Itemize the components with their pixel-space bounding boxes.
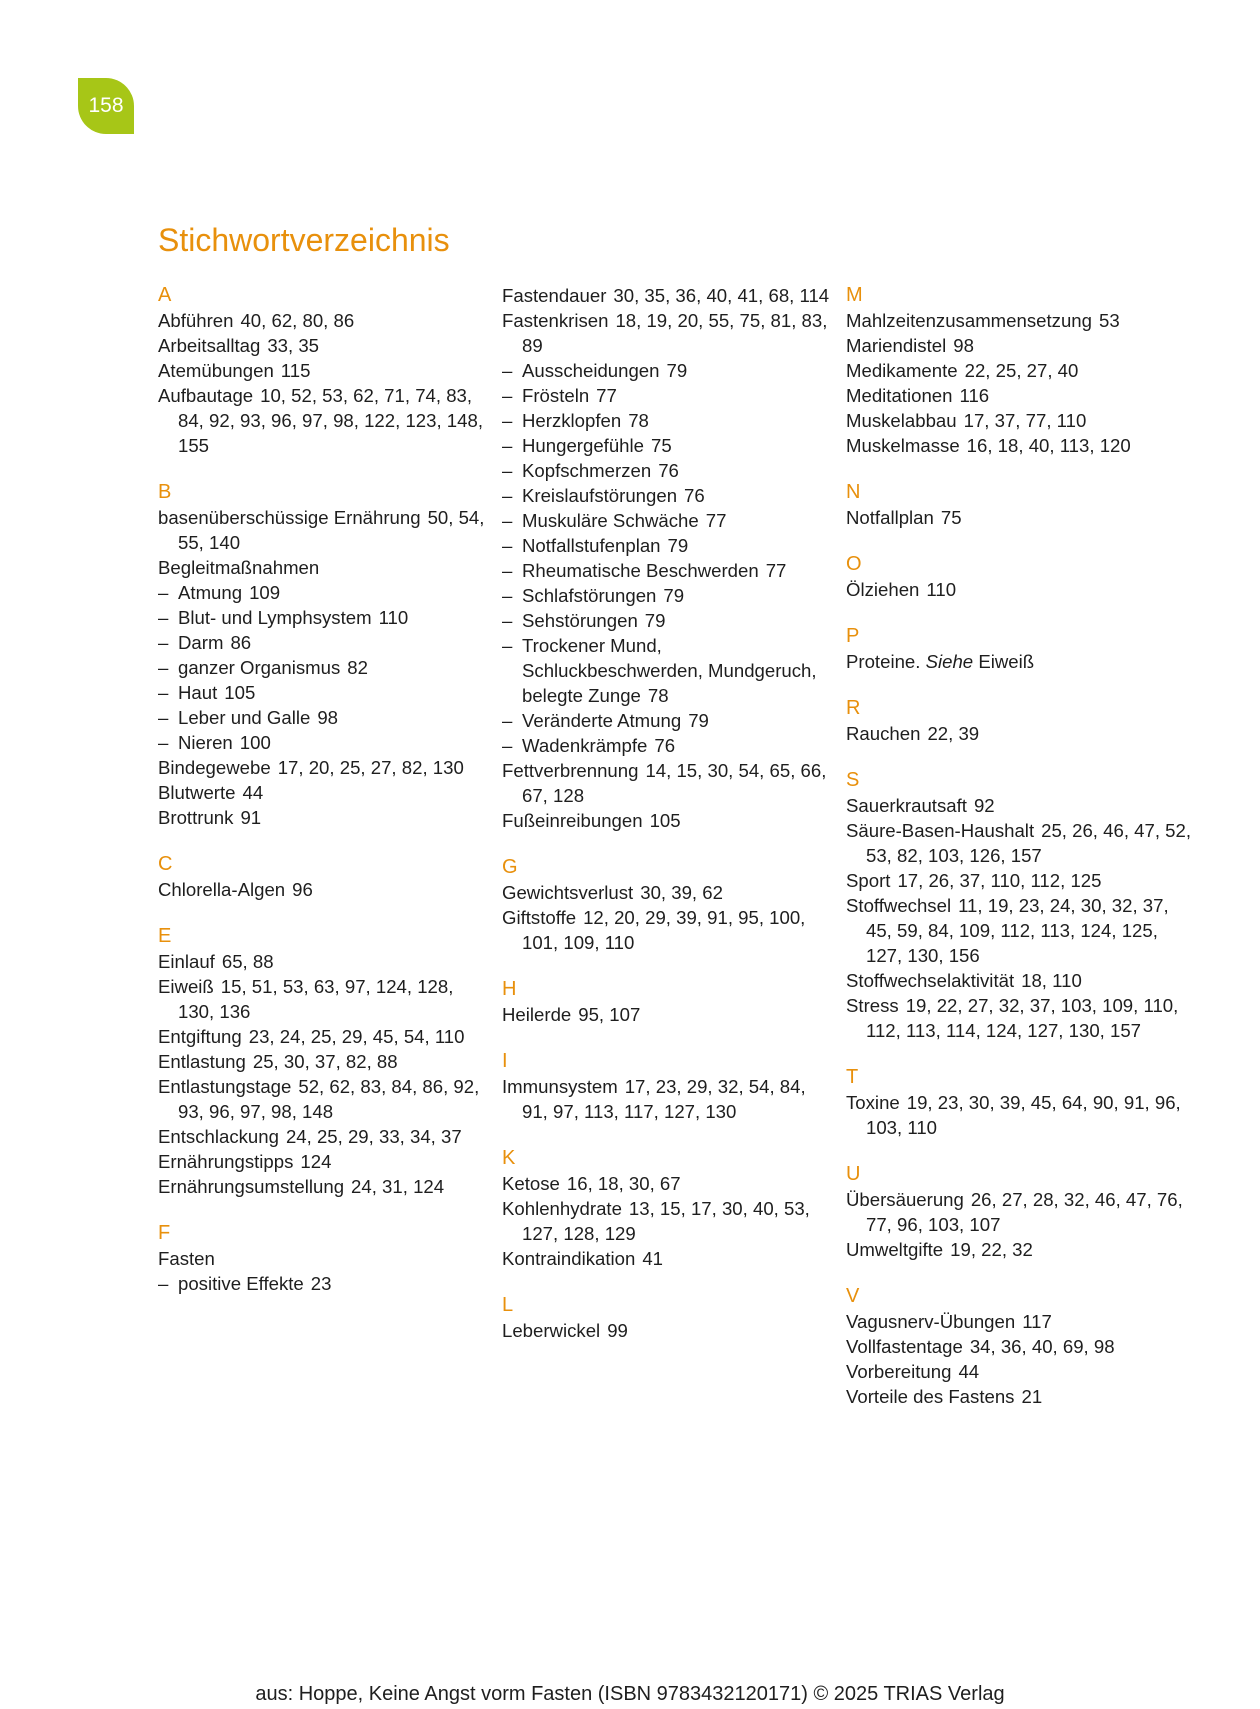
index-term: Fastenkrisen: [502, 310, 609, 331]
index-page-numbers: 23: [310, 1273, 332, 1294]
index-subentry: [502, 433, 832, 458]
index-page-numbers: 17, 26, 37, 110, 112, 125: [897, 870, 1102, 891]
index-subentry: [502, 533, 832, 558]
index-entry: [846, 993, 1196, 1043]
index-term: Begleitmaßnahmen: [158, 557, 320, 578]
index-term: Schlafstörungen: [522, 585, 657, 606]
index-entry: [158, 358, 488, 383]
index-page-numbers: 77: [765, 560, 787, 581]
subentry-dash: –: [502, 510, 513, 531]
index-entry: [158, 333, 488, 358]
index-page-numbers: 115: [280, 360, 311, 381]
index-letter-heading: E: [158, 925, 172, 947]
index-term: Kontraindikation: [502, 1248, 636, 1269]
index-term: Abführen: [158, 310, 234, 331]
index-subentry: [158, 630, 488, 655]
index-page-numbers: 110: [926, 579, 957, 600]
index-letter-heading: V: [846, 1285, 860, 1307]
index-entry: [846, 1187, 1196, 1237]
index-term: Eiweiß: [158, 976, 214, 997]
index-page-numbers: 91: [240, 807, 262, 828]
index-page-numbers: 18, 110: [1021, 970, 1082, 991]
index-subentry: [502, 483, 832, 508]
index-group: [846, 283, 1196, 458]
index-term: Atemübungen: [158, 360, 274, 381]
index-term: Atmung: [178, 582, 243, 603]
index-letter-heading: T: [846, 1066, 859, 1088]
index-term: Blutwerte: [158, 782, 236, 803]
index-term: Fußeinreibungen: [502, 810, 643, 831]
index-subentry: [158, 705, 488, 730]
index-term: Einlauf: [158, 951, 215, 972]
index-term: Rauchen: [846, 723, 921, 744]
index-group: [502, 1146, 832, 1271]
index-letter-heading: P: [846, 625, 860, 647]
index-term: Muskelmasse: [846, 435, 960, 456]
index-entry: [502, 283, 832, 308]
index-entry: [846, 433, 1196, 458]
index-entry: [502, 905, 832, 955]
index-page-numbers: 109: [249, 582, 281, 603]
index-page-numbers: 98: [317, 707, 339, 728]
index-term: Wadenkrämpfe: [522, 735, 648, 756]
index-group: [846, 1284, 1196, 1409]
index-page-numbers: 82: [347, 657, 368, 678]
index-subentry: [502, 708, 832, 733]
subentry-dash: –: [502, 610, 513, 631]
index-term: Notfallplan: [846, 507, 934, 528]
subentry-dash: –: [158, 607, 169, 628]
index-page-numbers: 19, 23, 30, 39, 45, 64, 90, 91, 96, 103, 110: [866, 1092, 1181, 1138]
index-page-numbers: 75: [940, 507, 962, 528]
index-letter-heading: U: [846, 1163, 861, 1185]
index-term: Vorteile des Fastens: [846, 1386, 1015, 1407]
subentry-dash: –: [502, 435, 513, 456]
index-page-numbers: 26, 27, 28, 32, 46, 47, 76, 77, 96, 103, 107: [866, 1189, 1183, 1235]
index-entry: [502, 1002, 832, 1027]
index-page-numbers: 76: [684, 485, 705, 506]
index-term: Meditationen: [846, 385, 953, 406]
index-term: Leber und Galle: [178, 707, 311, 728]
index-entry: [158, 949, 488, 974]
index-letter-heading: F: [158, 1222, 171, 1244]
index-page-numbers: 15, 51, 53, 63, 97, 124, 128, 130, 136: [178, 976, 454, 1022]
index-group: [158, 1221, 488, 1296]
index-entry: [846, 1090, 1196, 1140]
index-term: Vorbereitung: [846, 1361, 952, 1382]
index-entry: [158, 1174, 488, 1199]
index-entry: [846, 649, 1196, 674]
index-term: Medikamente: [846, 360, 958, 381]
index-term: Ausscheidungen: [522, 360, 660, 381]
index-page-numbers: 76: [658, 460, 679, 481]
index-page-numbers: 30, 35, 36, 40, 41, 68, 114: [613, 285, 830, 306]
index-entry: [846, 505, 1196, 530]
index-entry: [846, 577, 1196, 602]
index-entry: [846, 1384, 1196, 1409]
index-term: Toxine: [846, 1092, 900, 1113]
index-page-numbers: 77: [596, 385, 617, 406]
see-reference-word: Siehe: [925, 651, 974, 672]
index-subentry: [502, 383, 832, 408]
index-page-numbers: 25, 30, 37, 82, 88: [252, 1051, 398, 1072]
index-page-numbers: 105: [224, 682, 256, 703]
index-page-numbers: 22, 39: [927, 723, 980, 744]
index-letter-heading: S: [846, 769, 860, 791]
subentry-dash: –: [502, 635, 513, 656]
index-page-numbers: 30, 39, 62: [640, 882, 723, 903]
index-entry: [846, 793, 1196, 818]
subentry-dash: –: [502, 385, 513, 406]
index-page-numbers: 75: [651, 435, 672, 456]
index-group: [158, 852, 488, 902]
index-page-numbers: 11, 19, 23, 24, 30, 32, 37, 45, 59, 84, 109, 112, 113, 124, 125, 127, 130, 156: [866, 895, 1169, 966]
index-page-numbers: 34, 36, 40, 69, 98: [969, 1336, 1115, 1357]
index-term: Mariendistel: [846, 335, 947, 356]
index-group: [846, 768, 1196, 1043]
index-page-numbers: 16, 18, 30, 67: [566, 1173, 681, 1194]
index-term: Brottrunk: [158, 807, 234, 828]
index-letter-heading: O: [846, 553, 862, 575]
footer-citation: aus: Hoppe, Keine Angst vorm Fasten (ISBN 9783432120171) © 2025 TRIAS Verlag: [255, 1683, 1005, 1705]
subentry-dash: –: [158, 582, 169, 603]
index-entry: [846, 308, 1196, 333]
index-group: [846, 624, 1196, 674]
index-page-numbers: 44: [242, 782, 264, 803]
index-term: Entgiftung: [158, 1026, 242, 1047]
index-entry: [846, 818, 1196, 868]
index-page-numbers: 41: [642, 1248, 664, 1269]
subentry-dash: –: [502, 485, 513, 506]
index-term: Bindegewebe: [158, 757, 271, 778]
page-title: Stichwortverzeichnis: [158, 222, 450, 258]
index-group: [846, 480, 1196, 530]
index-column-3: [846, 283, 1196, 1431]
index-entry: [502, 1246, 832, 1271]
index-entry: [846, 333, 1196, 358]
index-term: Aufbautage: [158, 385, 254, 406]
index-page-numbers: 19, 22, 32: [950, 1239, 1033, 1260]
index-page-numbers: 124: [300, 1151, 332, 1172]
index-entry: [158, 555, 488, 580]
index-page-numbers: 25, 26, 46, 47, 52, 53, 82, 103, 126, 157: [866, 820, 1192, 866]
index-subentry: [158, 1271, 488, 1296]
index-term: Stress: [846, 995, 899, 1016]
index-page-numbers: 79: [688, 710, 709, 731]
index-term: Entlastungstage: [158, 1076, 292, 1097]
index-page-numbers: 12, 20, 29, 39, 91, 95, 100, 101, 109, 110: [522, 907, 806, 953]
subentry-dash: –: [502, 535, 513, 556]
index-page-numbers: 92: [973, 795, 995, 816]
index-term: Ölziehen: [846, 579, 920, 600]
index-subentry: [502, 508, 832, 533]
index-page-numbers: 65, 88: [221, 951, 274, 972]
index-letter-heading: A: [158, 284, 172, 306]
index-entry: [502, 1171, 832, 1196]
index-term: Darm: [178, 632, 224, 653]
index-term: Säure-Basen-Haushalt: [846, 820, 1035, 841]
index-entry: [846, 408, 1196, 433]
index-entry: [502, 1074, 832, 1124]
index-letter-heading: C: [158, 853, 173, 875]
index-group: [502, 855, 832, 955]
index-entry: [502, 880, 832, 905]
index-page-numbers: 24, 31, 124: [351, 1176, 445, 1197]
index-subentry: [502, 583, 832, 608]
index-page-numbers: 79: [663, 585, 685, 606]
index-term: Herzklopfen: [522, 410, 622, 431]
subentry-dash: –: [158, 682, 169, 703]
index-term: Muskuläre Schwäche: [522, 510, 699, 531]
index-entry: [158, 755, 488, 780]
index-page-numbers: 24, 25, 29, 33, 34, 37: [285, 1126, 462, 1147]
index-entry: [158, 1124, 488, 1149]
index-term: Sport: [846, 870, 891, 891]
index-letter-heading: M: [846, 284, 863, 306]
index-entry: [158, 805, 488, 830]
index-page-numbers: 17, 37, 77, 110: [963, 410, 1087, 431]
index-page-numbers: 79: [666, 360, 688, 381]
subentry-dash: –: [502, 735, 513, 756]
index-page-numbers: 13, 15, 17, 30, 40, 53, 127, 128, 129: [522, 1198, 810, 1244]
index-letter-heading: K: [502, 1147, 516, 1169]
index-term: Heilerde: [502, 1004, 572, 1025]
index-page-numbers: 105: [649, 810, 681, 831]
index-page-numbers: 116: [959, 385, 990, 406]
subentry-dash: –: [158, 1273, 169, 1294]
index-letter-heading: H: [502, 978, 517, 1000]
index-term: Vagusnerv-Übungen: [846, 1311, 1016, 1332]
index-page-numbers: 40, 62, 80, 86: [240, 310, 355, 331]
index-entry: [846, 1237, 1196, 1262]
index-entry: [846, 893, 1196, 968]
index-page-numbers: 10, 52, 53, 62, 71, 74, 83, 84, 92, 93, 96, 97, 98, 122, 123, 148, 155: [178, 385, 483, 456]
index-letter-heading: N: [846, 481, 861, 503]
index-page-numbers: 77: [705, 510, 727, 531]
index-entry: [846, 358, 1196, 383]
index-page-numbers: 16, 18, 40, 113, 120: [966, 435, 1131, 456]
index-group: [158, 480, 488, 830]
index-term: Mahlzeitenzusammensetzung: [846, 310, 1092, 331]
index-term: ganzer Organismus: [178, 657, 341, 678]
index-letter-heading: R: [846, 697, 861, 719]
index-column-2: [502, 283, 832, 1365]
index-term: Fasten: [158, 1248, 215, 1269]
index-term: Entschlackung: [158, 1126, 279, 1147]
index-entry: [158, 1049, 488, 1074]
index-page-numbers: 86: [230, 632, 252, 653]
index-term: Sehstörungen: [522, 610, 638, 631]
index-term: Leberwickel: [502, 1320, 601, 1341]
index-term: positive Effekte: [178, 1273, 304, 1294]
index-term: Hungergefühle: [522, 435, 644, 456]
index-entry: [846, 1334, 1196, 1359]
index-subentry: [502, 633, 832, 708]
index-subentry: [502, 408, 832, 433]
index-page-numbers: 21: [1021, 1386, 1043, 1407]
subentry-dash: –: [158, 632, 169, 653]
index-page-numbers: 78: [628, 410, 649, 431]
index-entry: [158, 974, 488, 1024]
index-group: [846, 696, 1196, 746]
index-entry: [846, 1359, 1196, 1384]
index-term: Kopfschmerzen: [522, 460, 652, 481]
index-page-numbers: 98: [953, 335, 974, 356]
index-page-numbers: 76: [654, 735, 676, 756]
index-group: [502, 1049, 832, 1124]
index-page-numbers: 79: [667, 535, 689, 556]
index-term: Sauerkrautsaft: [846, 795, 967, 816]
index-entry: [846, 383, 1196, 408]
index-subentry: [158, 680, 488, 705]
index-group: [846, 552, 1196, 602]
index-term: Gewichtsverlust: [502, 882, 634, 903]
index-letter-heading: L: [502, 1294, 514, 1316]
index-subentry: [502, 608, 832, 633]
index-entry: [158, 780, 488, 805]
index-entry: [158, 308, 488, 333]
index-column-1: [158, 283, 488, 1318]
index-entry: [158, 1074, 488, 1124]
subentry-dash: –: [502, 360, 513, 381]
index-entry: [158, 383, 488, 458]
index-page-numbers: 96: [292, 879, 313, 900]
subentry-dash: –: [158, 732, 169, 753]
index-term: Notfallstufenplan: [522, 535, 661, 556]
subentry-dash: –: [502, 410, 513, 431]
index-entry: [158, 1246, 488, 1271]
index-entry: [158, 1149, 488, 1174]
index-term: Giftstoffe: [502, 907, 577, 928]
index-group: [846, 1065, 1196, 1140]
index-subentry: [502, 458, 832, 483]
index-entry: [846, 868, 1196, 893]
index-term: Veränderte Atmung: [522, 710, 682, 731]
index-page-numbers: 23, 24, 25, 29, 45, 54, 110: [248, 1026, 465, 1047]
index-term: Stoffwechsel: [846, 895, 952, 916]
index-page-numbers: 44: [958, 1361, 980, 1382]
index-term: Immunsystem: [502, 1076, 618, 1097]
subentry-dash: –: [158, 657, 169, 678]
index-term: Haut: [178, 682, 218, 703]
subentry-dash: –: [502, 460, 513, 481]
index-letter-heading: B: [158, 481, 172, 503]
index-subentry: [158, 730, 488, 755]
index-term: Blut- und Lymphsystem: [178, 607, 372, 628]
index-term: Frösteln: [522, 385, 590, 406]
index-subentry: [502, 358, 832, 383]
index-entry: [158, 877, 488, 902]
index-subentry: [158, 655, 488, 680]
index-term: Umweltgifte: [846, 1239, 944, 1260]
index-page-numbers: 52, 62, 83, 84, 86, 92, 93, 96, 97, 98, 148: [178, 1076, 480, 1122]
index-entry: [502, 308, 832, 358]
index-entry: [846, 1309, 1196, 1334]
subentry-dash: –: [502, 585, 513, 606]
page-number-badge: [78, 78, 134, 134]
index-page-numbers: 117: [1022, 1311, 1052, 1332]
index-letter-heading: I: [502, 1050, 508, 1072]
index-page-numbers: 50, 54, 55, 140: [178, 507, 485, 553]
index-entry: [502, 808, 832, 833]
index-term: Übersäuerung: [846, 1189, 964, 1210]
index-term: Entlastung: [158, 1051, 246, 1072]
index-group: [158, 283, 488, 458]
index-term: Proteine.: [846, 651, 921, 672]
index-entry: [158, 1024, 488, 1049]
index-term: basenüberschüssige Ernährung: [158, 507, 421, 528]
index-term: Fettverbrennung: [502, 760, 639, 781]
index-subentry: [502, 558, 832, 583]
index-page-numbers: 79: [644, 610, 666, 631]
index-page-numbers: 18, 19, 20, 55, 75, 81, 83, 89: [522, 310, 828, 356]
index-group: [502, 283, 832, 833]
see-reference-target: Eiweiß: [978, 651, 1035, 672]
index-page-numbers: 22, 25, 27, 40: [964, 360, 1079, 381]
index-entry: [846, 968, 1196, 993]
index-group: [502, 977, 832, 1027]
subentry-dash: –: [502, 560, 513, 581]
subentry-dash: –: [502, 710, 513, 731]
index-page-numbers: 53: [1098, 310, 1120, 331]
index-term: Vollfastentage: [846, 1336, 963, 1357]
index-page-numbers: 17, 23, 29, 32, 54, 84, 91, 97, 113, 117, 127, 130: [522, 1076, 806, 1122]
index-page-numbers: 110: [378, 607, 409, 628]
index-term: Chlorella-Algen: [158, 879, 286, 900]
index-group: [158, 924, 488, 1199]
index-term: Ernährungsumstellung: [158, 1176, 345, 1197]
index-subentry: [158, 580, 488, 605]
index-entry: [502, 758, 832, 808]
index-entry: [502, 1318, 832, 1343]
index-term: Arbeitsalltag: [158, 335, 261, 356]
index-page-numbers: 17, 20, 25, 27, 82, 130: [277, 757, 464, 778]
index-page-numbers: 14, 15, 30, 54, 65, 66, 67, 128: [522, 760, 827, 806]
index-subentry: [158, 605, 488, 630]
index-letter-heading: G: [502, 856, 518, 878]
index-term: Trockener Mund, Schluckbeschwerden, Mundgeruch, belegte Zunge: [522, 635, 817, 706]
index-term: Muskelabbau: [846, 410, 957, 431]
index-page-numbers: 99: [607, 1320, 628, 1341]
index-page-numbers: 95, 107: [578, 1004, 641, 1025]
page-number: 158: [88, 94, 124, 117]
index-term: Fastendauer: [502, 285, 607, 306]
subentry-dash: –: [158, 707, 169, 728]
index-entry: [846, 721, 1196, 746]
index-term: Nieren: [178, 732, 233, 753]
index-term: Rheumatische Beschwerden: [522, 560, 759, 581]
index-subentry: [502, 733, 832, 758]
index-page-numbers: 78: [647, 685, 669, 706]
index-entry: [502, 1196, 832, 1246]
index-term: Kohlenhydrate: [502, 1198, 622, 1219]
index-term: Ketose: [502, 1173, 560, 1194]
index-page-numbers: 100: [239, 732, 271, 753]
index-entry: [158, 505, 488, 555]
index-group: [502, 1293, 832, 1343]
index-page-numbers: 19, 22, 27, 32, 37, 103, 109, 110, 112, 113, 114, 124, 127, 130, 157: [866, 995, 1179, 1041]
index-term: Kreislaufstörungen: [522, 485, 678, 506]
index-page-numbers: 33, 35: [267, 335, 320, 356]
index-group: [846, 1162, 1196, 1262]
index-term: Stoffwechselaktivität: [846, 970, 1015, 991]
index-term: Ernährungstipps: [158, 1151, 294, 1172]
